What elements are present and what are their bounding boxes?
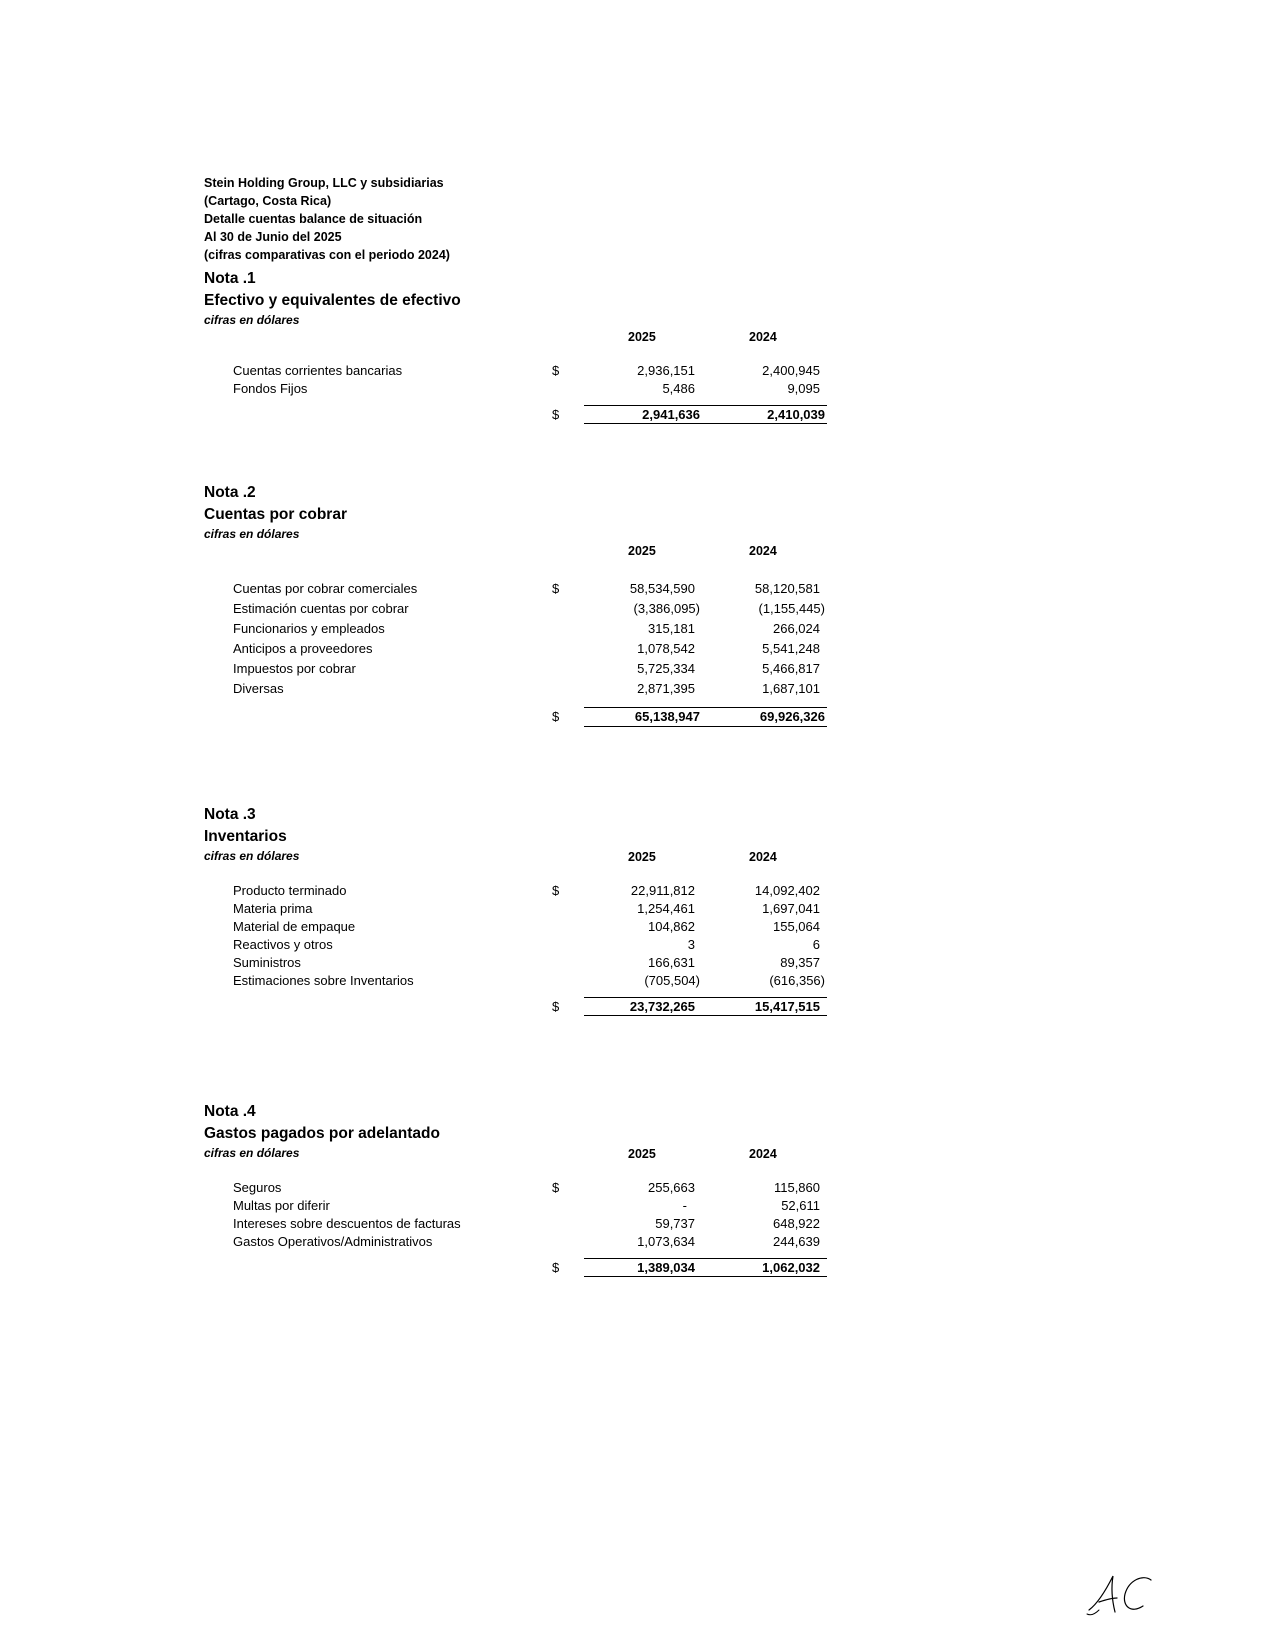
row-label: Materia prima [233,901,313,916]
value-2025: 59,737 [655,1216,695,1231]
currency-symbol: $ [552,1260,560,1275]
company-name: Stein Holding Group, LLC y subsidiarias [204,176,444,190]
report-title: Detalle cuentas balance de situación [204,212,423,226]
note-title: Gastos pagados por adelantado [204,1125,440,1142]
value-2024: 1,687,101 [762,681,820,696]
total-row [204,997,844,1017]
row-label: Estimaciones sobre Inventarios [233,973,414,988]
currency-symbol: $ [552,883,560,898]
value-2024: 89,357 [780,955,820,970]
total-2024: 15,417,515 [754,999,820,1014]
row-label: Producto terminado [233,883,347,898]
note-2 [204,482,844,727]
table-row [204,362,844,380]
value-2025: 5,725,334 [637,661,695,676]
year-2025-header: 2025 [628,330,656,344]
row-label: Fondos Fijos [233,381,308,396]
currency-symbol: $ [552,363,560,378]
value-2024: (1,155,445) [758,601,825,616]
table-row [204,380,844,398]
value-2024: 2,400,945 [762,363,820,378]
signature-initials [1085,1570,1165,1620]
table-row [204,660,844,680]
value-2025: 2,936,151 [637,363,695,378]
value-2025: 104,862 [648,919,695,934]
total-2024: 69,926,326 [759,709,825,724]
year-header-row [204,328,844,346]
table-row [204,640,844,660]
value-2025: 22,911,812 [630,883,695,898]
value-2025: 315,181 [648,621,695,636]
value-2025: 1,078,542 [637,641,695,656]
note-unit: cifras en dólares [204,527,300,541]
table-row [204,1197,844,1215]
year-2024-header: 2024 [749,850,777,864]
table-row [204,620,844,640]
note-number: Nota .2 [204,484,256,501]
value-2025: (3,386,095) [633,601,700,616]
row-label: Reactivos y otros [233,937,333,952]
currency-symbol: $ [552,709,560,724]
total-2025: 1,389,034 [637,1260,695,1275]
currency-symbol: $ [552,999,560,1014]
unit-year-header-row [204,1145,844,1163]
table-row [204,972,844,990]
total-2025: 65,138,947 [634,709,700,724]
row-label: Funcionarios y empleados [233,621,385,636]
total-row [204,707,844,727]
total-row [204,405,844,425]
row-label: Suministros [233,955,301,970]
total-bottom-rule [584,423,827,424]
table-row [204,1179,844,1197]
value-2024: 244,639 [773,1234,820,1249]
total-bottom-rule [584,1015,827,1016]
table-row [204,600,844,620]
currency-symbol: $ [552,581,560,596]
total-2025: 2,941,636 [642,407,700,422]
table-row [204,936,844,954]
value-2025: (705,504) [644,973,700,988]
report-date: Al 30 de Junio del 2025 [204,230,342,244]
value-2024: 14,092,402 [754,883,820,898]
year-2024-header: 2024 [749,1147,777,1161]
company-location: (Cartago, Costa Rica) [204,194,332,208]
note-unit: cifras en dólares [204,849,300,863]
value-2024: 52,611 [781,1198,820,1213]
row-label: Impuestos por cobrar [233,661,356,676]
value-2024: 266,024 [773,621,820,636]
table-row [204,680,844,700]
note-title: Efectivo y equivalentes de efectivo [204,292,461,309]
row-label: Material de empaque [233,919,356,934]
total-2024: 1,062,032 [762,1260,820,1275]
value-2024: 9,095 [787,381,820,396]
note-unit: cifras en dólares [204,313,300,327]
note-title: Inventarios [204,828,287,845]
row-label: Gastos Operativos/Administrativos [233,1234,433,1249]
row-label: Cuentas por cobrar comerciales [233,581,418,596]
report-comparison-note: (cifras comparativas con el periodo 2024) [204,248,450,262]
year-header-row [204,542,844,560]
value-2024: 1,697,041 [762,901,820,916]
value-2025: 58,534,590 [629,581,695,596]
note-number: Nota .1 [204,270,256,287]
table-row [204,918,844,936]
table-row [204,954,844,972]
note-number: Nota .3 [204,806,256,823]
currency-symbol: $ [552,407,560,422]
year-2025-header: 2025 [628,544,656,558]
row-label: Anticipos a proveedores [233,641,373,656]
row-label: Diversas [233,681,284,696]
currency-symbol: $ [552,1180,560,1195]
row-label: Cuentas corrientes bancarias [233,363,403,378]
value-2025: 2,871,395 [637,681,695,696]
row-label: Multas por diferir [233,1198,330,1213]
table-row [204,1233,844,1251]
table-row [204,882,844,900]
document-header [204,174,450,264]
value-2024: 58,120,581 [754,581,820,596]
row-label: Intereses sobre descuentos de facturas [233,1216,461,1231]
value-2024: 648,922 [773,1216,820,1231]
note-4 [204,1101,844,1278]
value-2025: - [682,1198,687,1213]
table-row [204,900,844,918]
value-2025: 5,486 [662,381,695,396]
value-2025: 166,631 [648,955,695,970]
unit-year-header-row [204,848,844,866]
value-2024: (616,356) [769,973,825,988]
value-2024: 5,541,248 [762,641,820,656]
note-title: Cuentas por cobrar [204,506,347,523]
total-2024: 2,410,039 [767,407,825,422]
note-unit: cifras en dólares [204,1146,300,1160]
year-2024-header: 2024 [749,544,777,558]
year-2024-header: 2024 [749,330,777,344]
year-2025-header: 2025 [628,850,656,864]
total-2025: 23,732,265 [629,999,695,1014]
table-row [204,1215,844,1233]
value-2025: 3 [687,937,695,952]
value-2025: 1,254,461 [637,901,695,916]
total-bottom-rule [584,1276,827,1277]
total-bottom-rule [584,726,827,727]
value-2024: 5,466,817 [762,661,820,676]
value-2024: 6 [812,937,820,952]
value-2025: 1,073,634 [637,1234,695,1249]
note-1 [204,268,844,425]
table-row [204,580,844,600]
value-2024: 155,064 [773,919,820,934]
row-label: Seguros [233,1180,282,1195]
value-2024: 115,860 [773,1180,820,1195]
value-2025: 255,663 [648,1180,695,1195]
note-3 [204,804,844,1017]
total-row [204,1258,844,1278]
year-2025-header: 2025 [628,1147,656,1161]
row-label: Estimación cuentas por cobrar [233,601,409,616]
note-number: Nota .4 [204,1103,256,1120]
